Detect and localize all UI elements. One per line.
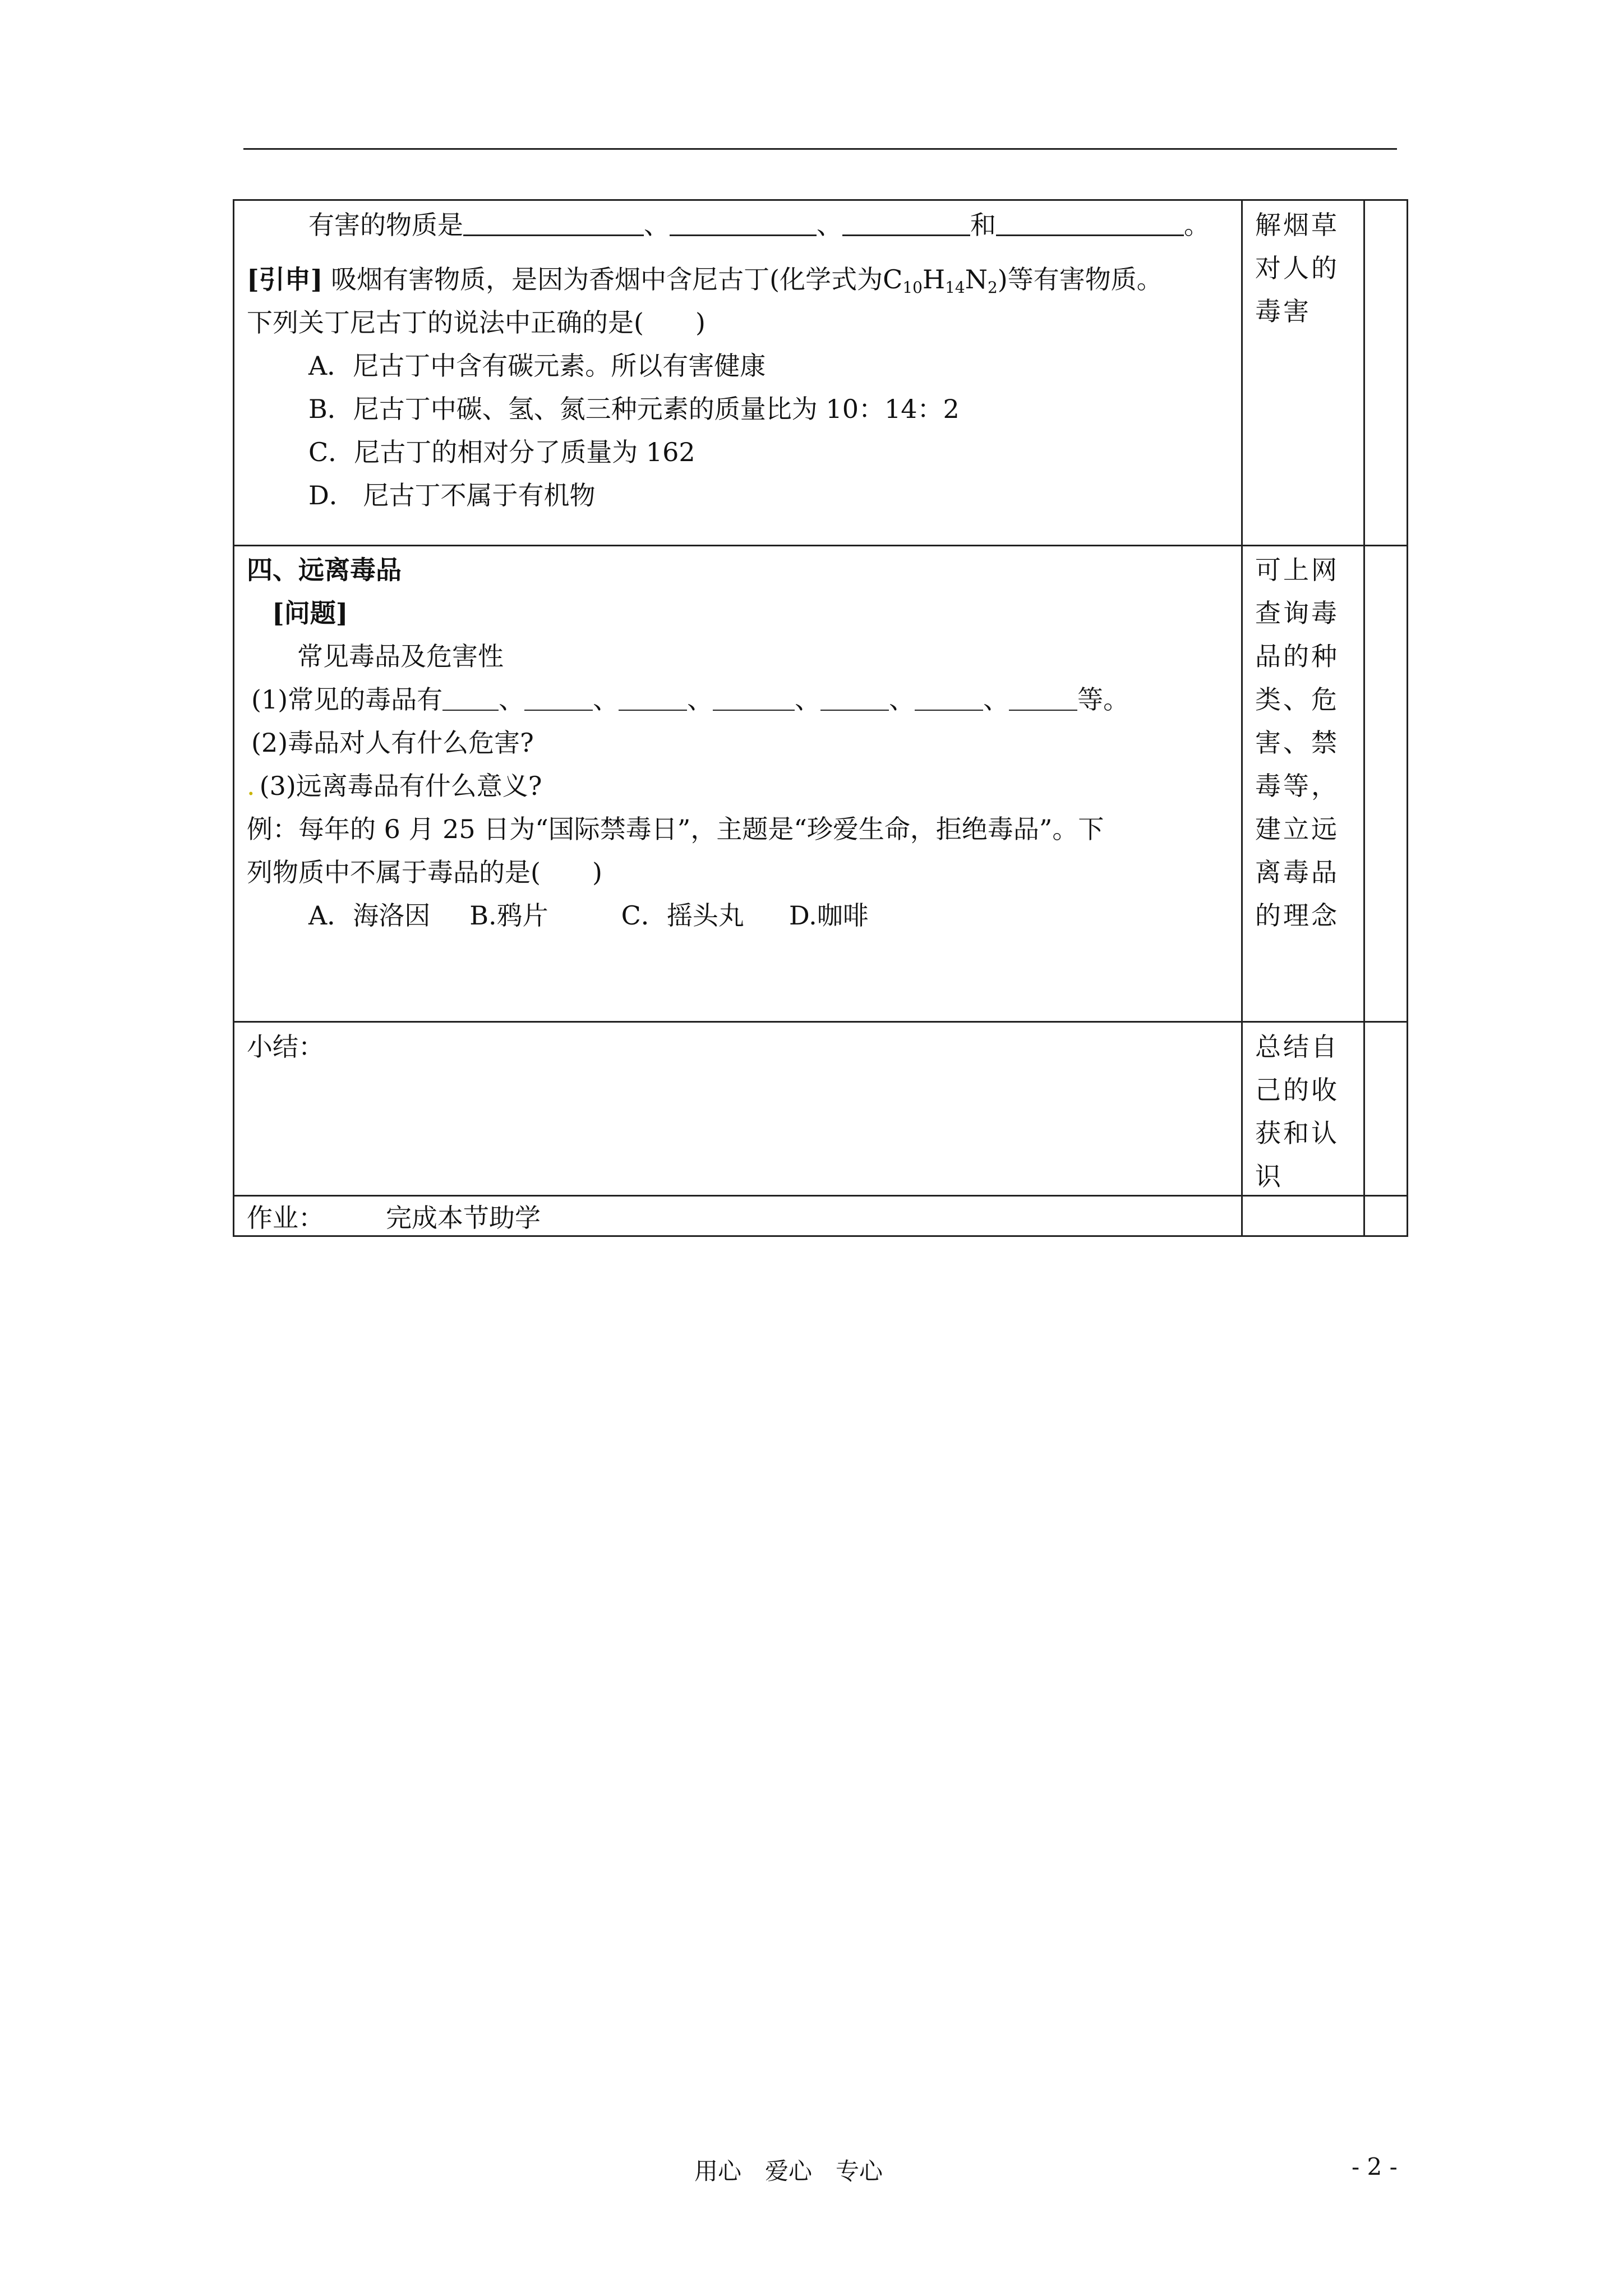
- and-word: 和: [970, 210, 996, 240]
- note-line: 解烟草: [1255, 210, 1339, 240]
- option-a: A．海洛因: [308, 900, 431, 931]
- header-rule: [243, 148, 1397, 150]
- separator: 、: [687, 684, 713, 715]
- drug-blank-2[interactable]: [524, 685, 593, 711]
- formula-subscript: 10: [902, 278, 923, 297]
- column-divider-extra: [1363, 201, 1365, 1235]
- drug-blank-1[interactable]: [442, 685, 499, 711]
- summary-label: 小结：: [247, 1032, 324, 1062]
- homework-line: [247, 1198, 1234, 1237]
- note-line: 己的收: [1255, 1075, 1339, 1105]
- formula-element-h: H: [922, 264, 946, 295]
- homework-label: 作业：: [247, 1203, 324, 1233]
- nicotine-question: 下列关丁尼古丁的说法中正确的是( ): [247, 307, 706, 338]
- note-line: 害、禁: [1255, 728, 1339, 758]
- note-line: 毒害: [1255, 296, 1311, 326]
- etc-word: 等。: [1077, 684, 1129, 715]
- common-drugs-prefix: (1)常见的毒品有: [251, 684, 443, 715]
- extend-label: [引申]: [247, 264, 323, 295]
- answer-blank-2[interactable]: [670, 209, 817, 236]
- row4-content: [247, 1198, 1234, 1237]
- section-heading: 四、远离毒品: [247, 555, 402, 585]
- column-divider-note: [1241, 201, 1243, 1235]
- drug-blank-4[interactable]: [713, 685, 795, 711]
- note-line: 的理念: [1255, 900, 1339, 931]
- homework-content: 完成本节助学: [386, 1203, 541, 1233]
- row-divider-2: [234, 1021, 1407, 1023]
- period: 。: [1184, 210, 1210, 240]
- row2-note: [1255, 549, 1350, 937]
- note-line: 品的种: [1255, 641, 1339, 671]
- note-line: 毒等，: [1255, 771, 1339, 801]
- row1-content: [247, 204, 1234, 517]
- drug-meaning-question: (3)远离毒品有什么意义?: [259, 771, 542, 801]
- formula-element-c: C: [883, 264, 903, 295]
- note-line: 可上网: [1255, 555, 1339, 585]
- example-options: [247, 894, 1234, 937]
- page-number: - 2 -: [1352, 2153, 1398, 2180]
- extend-line: [247, 258, 1234, 301]
- row3-content: [247, 1025, 1234, 1069]
- separator: 、: [499, 684, 525, 715]
- note-line: 对人的: [1255, 253, 1339, 283]
- formula-subscript: 14: [945, 278, 965, 297]
- harmful-substances-prefix: 有害的物质是: [308, 210, 463, 240]
- note-line: 查询毒: [1255, 598, 1339, 628]
- extend-text: 吸烟有害物质，是因为香烟中含尼古丁(化学式为: [331, 264, 883, 295]
- example-line-2: 列物质中不属于毒品的是( ): [247, 857, 602, 887]
- drug-blank-3[interactable]: [619, 685, 687, 711]
- question-label: [问题]: [272, 598, 348, 628]
- extend-text-end: )等有害物质。: [997, 264, 1163, 295]
- drug-blank-5[interactable]: [820, 685, 889, 711]
- formula-subscript: 2: [987, 278, 998, 297]
- option-a: A．尼古丁中含有碳元素。所以有害健康: [308, 351, 766, 381]
- separator: 、: [593, 684, 619, 715]
- row1-note: [1255, 204, 1350, 333]
- note-line: 总结自: [1255, 1032, 1339, 1062]
- answer-blank-1[interactable]: [463, 209, 644, 236]
- separator: 、: [817, 210, 842, 240]
- note-line: 离毒品: [1255, 857, 1339, 887]
- note-line: 类、危: [1255, 684, 1339, 715]
- common-drugs-line: [247, 678, 1234, 721]
- option-b: B.鸦片: [469, 900, 548, 931]
- row3-note: [1255, 1025, 1350, 1198]
- note-line: 建立远: [1255, 814, 1339, 844]
- lesson-table: [233, 199, 1408, 1237]
- separator: 、: [795, 684, 821, 715]
- topic-line: 常见毒品及危害性: [297, 641, 504, 671]
- option-c: C．尼古丁的相对分了质量为 162: [308, 437, 695, 467]
- drug-harm-question: (2)毒品对人有什么危害?: [251, 728, 534, 758]
- drug-blank-7[interactable]: [1009, 685, 1077, 711]
- row-divider-1: [234, 545, 1407, 546]
- answer-blank-3[interactable]: [842, 209, 970, 236]
- separator: 、: [983, 684, 1009, 715]
- formula-element-n: N: [965, 264, 988, 295]
- separator: 、: [644, 210, 670, 240]
- option-d: D.咖啡: [789, 900, 869, 931]
- row2-content: [247, 549, 1234, 937]
- example-line-1: 例：每年的 6 月 25 日为“国际禁毒日”，主题是“珍爱生命，拒绝毒品”。下: [247, 814, 1104, 844]
- drug-meaning-line: [247, 765, 1234, 808]
- footer-motto: 用心 爱心 专心: [694, 2157, 883, 2185]
- note-line: 获和认: [1255, 1118, 1339, 1148]
- separator: 、: [889, 684, 915, 715]
- harmful-substances-line: [247, 204, 1234, 247]
- option-c: C．摇头丸: [621, 900, 744, 931]
- option-d: D． 尼古丁不属于有机物: [308, 480, 596, 510]
- mark-dot: .: [247, 771, 255, 801]
- answer-blank-4[interactable]: [996, 209, 1184, 236]
- drug-blank-6[interactable]: [915, 685, 983, 711]
- row-divider-3: [234, 1195, 1407, 1197]
- note-line: 识: [1255, 1161, 1283, 1191]
- option-b: B．尼古丁中碳、氢、氮三种元素的质量比为 10：14：2: [308, 394, 960, 424]
